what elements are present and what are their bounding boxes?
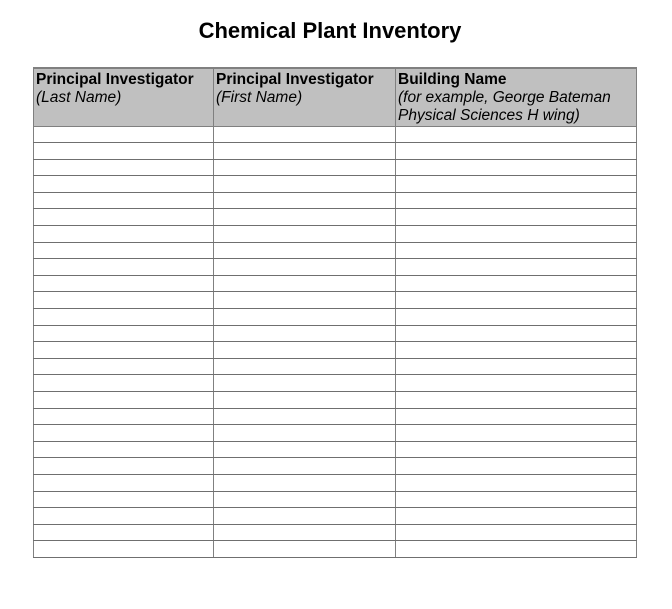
table-row [34, 176, 637, 193]
table-cell-pi-last-name[interactable] [34, 192, 214, 209]
table-cell-building-name[interactable] [396, 292, 637, 309]
table-cell-pi-first-name[interactable] [214, 325, 396, 342]
table-row [34, 541, 637, 558]
table-cell-building-name[interactable] [396, 275, 637, 292]
table-cell-building-name[interactable] [396, 143, 637, 160]
table-cell-pi-first-name[interactable] [214, 159, 396, 176]
table-cell-building-name[interactable] [396, 176, 637, 193]
table-row [34, 259, 637, 276]
column-heading: Building Name [398, 71, 507, 88]
table-cell-pi-first-name[interactable] [214, 275, 396, 292]
table-row [34, 325, 637, 342]
table-row [34, 491, 637, 508]
table-cell-building-name[interactable] [396, 425, 637, 442]
table-cell-pi-last-name[interactable] [34, 226, 214, 243]
table-cell-pi-first-name[interactable] [214, 375, 396, 392]
table-cell-building-name[interactable] [396, 392, 637, 409]
table-cell-pi-first-name[interactable] [214, 358, 396, 375]
table-row [34, 342, 637, 359]
table-cell-pi-first-name[interactable] [214, 342, 396, 359]
table-cell-pi-first-name[interactable] [214, 541, 396, 558]
table-cell-pi-last-name[interactable] [34, 441, 214, 458]
table-cell-building-name[interactable] [396, 408, 637, 425]
table-row [34, 192, 637, 209]
column-subheading: (Last Name) [36, 89, 122, 106]
table-cell-pi-last-name[interactable] [34, 292, 214, 309]
table-header [34, 68, 637, 126]
table-cell-building-name[interactable] [396, 458, 637, 475]
table-cell-pi-first-name[interactable] [214, 176, 396, 193]
column-heading: Principal Investigator [216, 71, 374, 88]
table-cell-building-name[interactable] [396, 325, 637, 342]
column-subheading: (for example, George Bateman Physical Sciences H wing) [398, 89, 611, 124]
table-cell-pi-last-name[interactable] [34, 159, 214, 176]
table-cell-building-name[interactable] [396, 541, 637, 558]
table-row [34, 309, 637, 326]
table-row [34, 392, 637, 409]
table-cell-pi-first-name[interactable] [214, 508, 396, 525]
table-cell-pi-first-name[interactable] [214, 126, 396, 143]
table-cell-pi-first-name[interactable] [214, 392, 396, 409]
table-cell-pi-first-name[interactable] [214, 524, 396, 541]
table-cell-pi-first-name[interactable] [214, 143, 396, 160]
table-cell-pi-last-name[interactable] [34, 275, 214, 292]
table-row [34, 275, 637, 292]
table-cell-pi-first-name[interactable] [214, 425, 396, 442]
table-cell-pi-last-name[interactable] [34, 242, 214, 259]
table-cell-building-name[interactable] [396, 226, 637, 243]
table-row [34, 508, 637, 525]
table-cell-building-name[interactable] [396, 524, 637, 541]
table-row [34, 159, 637, 176]
table-cell-building-name[interactable] [396, 508, 637, 525]
table-cell-pi-first-name[interactable] [214, 209, 396, 226]
table-cell-building-name[interactable] [396, 126, 637, 143]
table-cell-pi-first-name[interactable] [214, 226, 396, 243]
table-cell-building-name[interactable] [396, 474, 637, 491]
table-row [34, 524, 637, 541]
table-cell-pi-last-name[interactable] [34, 143, 214, 160]
table-cell-pi-first-name[interactable] [214, 259, 396, 276]
column-subheading: (First Name) [216, 89, 303, 106]
table-cell-pi-first-name[interactable] [214, 408, 396, 425]
table-cell-pi-last-name[interactable] [34, 309, 214, 326]
table-cell-pi-first-name[interactable] [214, 309, 396, 326]
table-cell-building-name[interactable] [396, 192, 637, 209]
column-header-pi-first-name [214, 68, 396, 126]
table-cell-pi-last-name[interactable] [34, 259, 214, 276]
table-cell-pi-first-name[interactable] [214, 292, 396, 309]
table-row [34, 126, 637, 143]
table-cell-building-name[interactable] [396, 342, 637, 359]
table-cell-pi-first-name[interactable] [214, 192, 396, 209]
table-row [34, 143, 637, 160]
table-cell-pi-last-name[interactable] [34, 491, 214, 508]
table-row [34, 358, 637, 375]
table-cell-pi-last-name[interactable] [34, 392, 214, 409]
table-cell-pi-last-name[interactable] [34, 458, 214, 475]
table-cell-pi-last-name[interactable] [34, 474, 214, 491]
table-cell-pi-first-name[interactable] [214, 474, 396, 491]
table-cell-pi-last-name[interactable] [34, 408, 214, 425]
table-cell-building-name[interactable] [396, 259, 637, 276]
table-row [34, 209, 637, 226]
table-cell-pi-last-name[interactable] [34, 524, 214, 541]
table-cell-pi-last-name[interactable] [34, 375, 214, 392]
table-row [34, 441, 637, 458]
table-cell-pi-last-name[interactable] [34, 126, 214, 143]
table-row [34, 458, 637, 475]
table-cell-pi-first-name[interactable] [214, 242, 396, 259]
column-header-pi-last-name [34, 68, 214, 126]
table-cell-building-name[interactable] [396, 242, 637, 259]
table-row [34, 375, 637, 392]
table-cell-pi-first-name[interactable] [214, 441, 396, 458]
table-row [34, 242, 637, 259]
table-cell-pi-last-name[interactable] [34, 508, 214, 525]
table-row [34, 474, 637, 491]
table-cell-pi-last-name[interactable] [34, 209, 214, 226]
table-cell-pi-first-name[interactable] [214, 491, 396, 508]
table-row [34, 425, 637, 442]
inventory-table [33, 67, 637, 558]
table-cell-building-name[interactable] [396, 358, 637, 375]
table-row [34, 226, 637, 243]
table-body [34, 126, 637, 557]
table-cell-pi-last-name[interactable] [34, 541, 214, 558]
table-cell-building-name[interactable] [396, 309, 637, 326]
table-cell-building-name[interactable] [396, 209, 637, 226]
header-row [34, 68, 637, 126]
table-cell-building-name[interactable] [396, 491, 637, 508]
table-cell-pi-last-name[interactable] [34, 425, 214, 442]
table-cell-building-name[interactable] [396, 441, 637, 458]
table-cell-building-name[interactable] [396, 159, 637, 176]
column-header-building-name [396, 68, 637, 126]
table-cell-pi-last-name[interactable] [34, 176, 214, 193]
table-cell-pi-last-name[interactable] [34, 358, 214, 375]
column-heading: Principal Investigator [36, 71, 194, 88]
table-row [34, 408, 637, 425]
table-cell-pi-last-name[interactable] [34, 342, 214, 359]
table-cell-pi-first-name[interactable] [214, 458, 396, 475]
table-cell-pi-last-name[interactable] [34, 325, 214, 342]
table-row [34, 292, 637, 309]
table-cell-building-name[interactable] [396, 375, 637, 392]
page-title: Chemical Plant Inventory [198, 18, 462, 43]
